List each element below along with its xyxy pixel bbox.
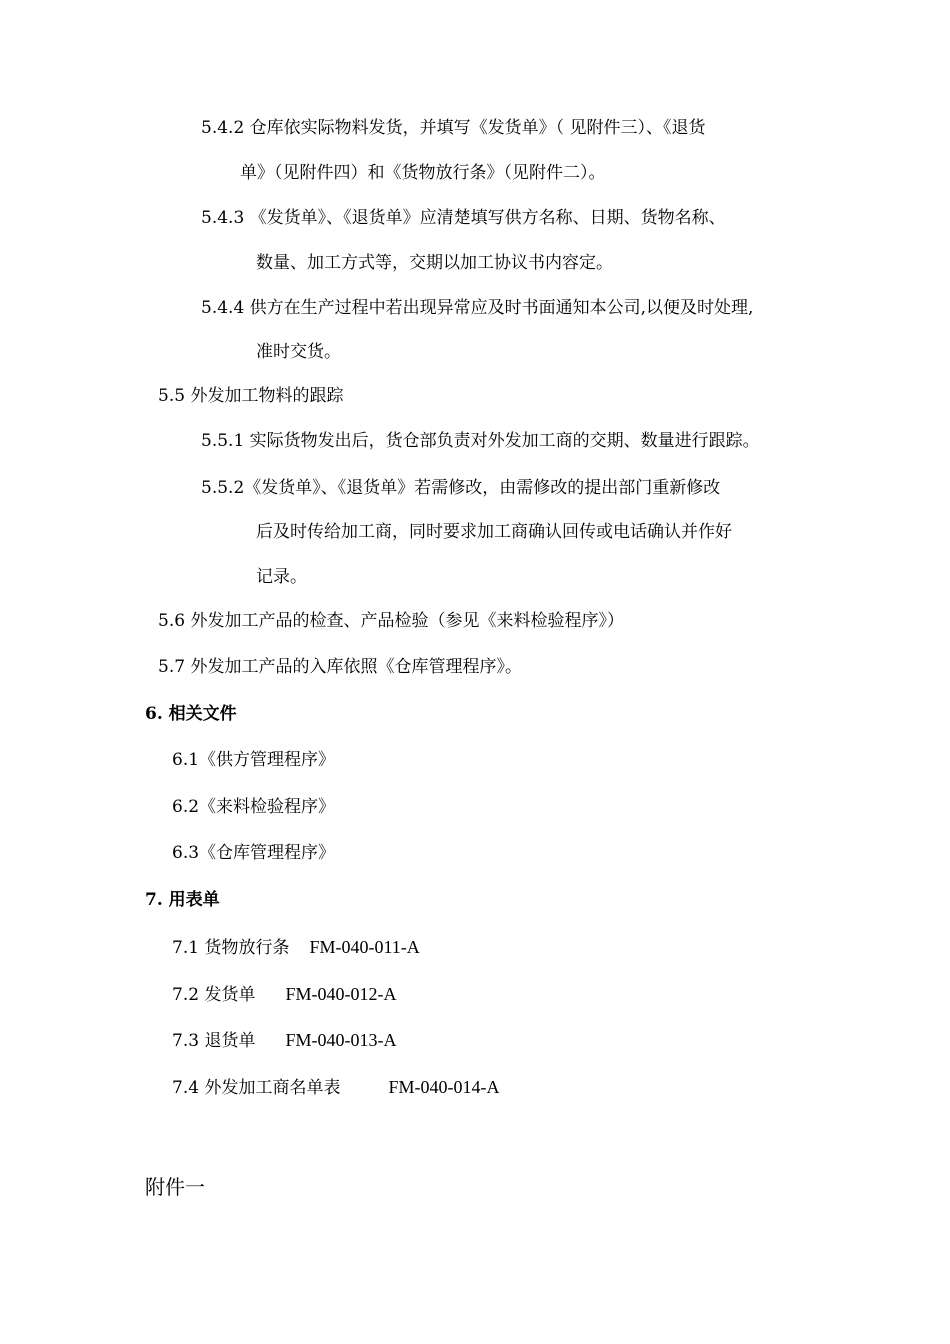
heading-5-6: 5.6 外发加工产品的检查、产品检验（参见《来料检验程序》） — [158, 611, 624, 631]
heading-5-5: 5.5 外发加工物料的跟踪 — [158, 386, 344, 406]
form-code: FM-040-012-A — [285, 984, 397, 1004]
heading-section-6: 6. 相关文件 — [145, 704, 237, 724]
form-name: 7.3 退货单 — [172, 1031, 256, 1051]
attachment-label: 附件一 — [145, 1175, 205, 1199]
para-5-5-2-line-2: 后及时传给加工商，同时要求加工商确认回传或电话确认并作好 — [256, 522, 732, 542]
para-5-4-3-line-2: 数量、加工方式等，交期以加工协议书内容定。 — [256, 253, 613, 273]
para-5-4-3-line-1: 5.4.3 《发货单》、《退货单》应清楚填写供方名称、日期、货物名称、 — [201, 208, 726, 228]
form-row — [172, 1029, 396, 1052]
form-name: 7.4 外发加工商名单表 — [172, 1078, 341, 1098]
para-5-4-2-line-2: 单》（见附件四）和《货物放行条》（见附件二）。 — [240, 163, 606, 183]
related-doc-item: 6.3《仓库管理程序》 — [172, 843, 336, 863]
form-row — [172, 1076, 499, 1099]
form-code: FM-040-013-A — [285, 1030, 397, 1050]
para-5-5-2-line-1: 5.5.2《发货单》、《退货单》若需修改，由需修改的提出部门重新修改 — [201, 478, 721, 498]
para-5-4-4-line-2: 准时交货。 — [256, 342, 341, 362]
heading-5-7: 5.7 外发加工产品的入库依照《仓库管理程序》。 — [158, 657, 522, 677]
para-5-4-2-line-1: 5.4.2 仓库依实际物料发货，并填写《发货单》（ 见附件三）、《退货 — [201, 118, 706, 138]
form-code: FM-040-011-A — [309, 937, 420, 957]
related-doc-item: 6.1《供方管理程序》 — [172, 750, 336, 770]
heading-section-7: 7. 用表单 — [145, 890, 220, 910]
form-name: 7.2 发货单 — [172, 985, 256, 1005]
para-5-5-1: 5.5.1 实际货物发出后，货仓部负责对外发加工商的交期、数量进行跟踪。 — [201, 431, 760, 451]
form-name: 7.1 货物放行条 — [172, 938, 290, 958]
related-doc-item: 6.2《来料检验程序》 — [172, 797, 336, 817]
para-5-5-2-line-3: 记录。 — [256, 567, 307, 587]
form-row — [172, 936, 420, 959]
form-code: FM-040-014-A — [388, 1077, 500, 1097]
para-5-4-4-line-1: 5.4.4 供方在生产过程中若出现异常应及时书面通知本公司,以便及时处理, — [201, 298, 754, 318]
form-row — [172, 983, 396, 1006]
